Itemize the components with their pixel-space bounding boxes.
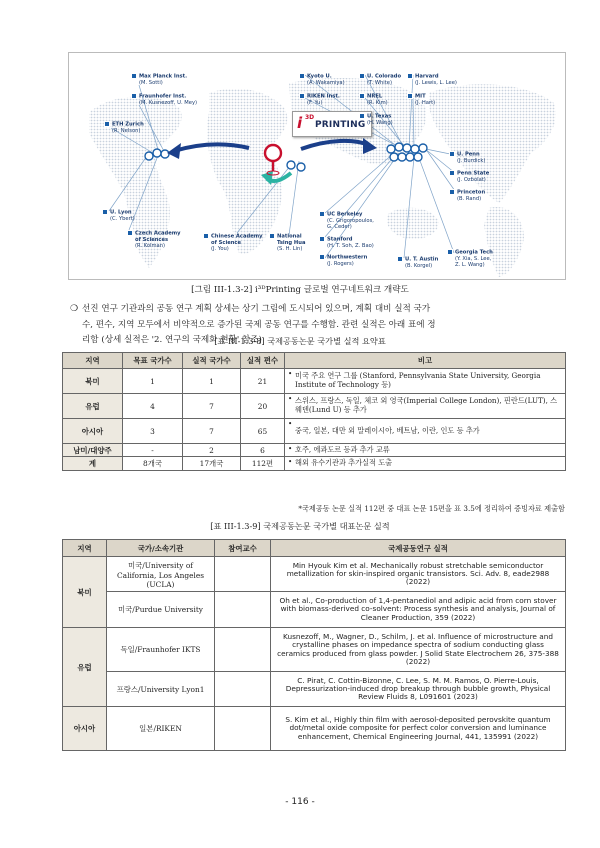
region-cell: 북미 bbox=[63, 557, 107, 628]
institution-person: (Y. Xia, S. Lee, bbox=[455, 255, 492, 262]
institution-name: Harvard bbox=[415, 73, 439, 80]
column-header: 지역 bbox=[63, 540, 107, 557]
table-row bbox=[63, 672, 566, 707]
institution-name: Max Planck Inst. bbox=[139, 73, 188, 80]
marker-icon bbox=[269, 233, 275, 239]
institution-label bbox=[299, 93, 340, 106]
institution-name: Princeton bbox=[457, 189, 486, 196]
institution-person: (S. H. Lin) bbox=[277, 246, 303, 253]
professor-cell bbox=[215, 592, 271, 628]
column-header: 국가/소속기관 bbox=[107, 540, 215, 557]
table-row bbox=[63, 628, 566, 672]
table-row bbox=[63, 557, 566, 592]
table-row bbox=[63, 369, 566, 394]
institution-label bbox=[447, 249, 493, 269]
professor-cell bbox=[215, 557, 271, 592]
institution-name: National bbox=[277, 233, 302, 240]
institution-person: (B. Korgel) bbox=[405, 262, 433, 269]
marker-icon bbox=[319, 211, 325, 217]
marker-icon bbox=[127, 230, 133, 236]
institution-label bbox=[359, 73, 401, 86]
institution-person: (M. Sotti) bbox=[139, 79, 163, 86]
institution-name: U. Lyon bbox=[110, 209, 132, 216]
paragraph-line: 수, 편수, 지역 모두에서 비약적으로 증가된 국제 공동 연구를 수행함. 관련 실적은 아래 표에 정 bbox=[82, 319, 436, 330]
table-total-row bbox=[63, 457, 566, 471]
continent-oceania bbox=[387, 208, 439, 239]
table1-caption: [표 III-1.3-8] 국제공동논문 국가별 실적 요약표 bbox=[214, 336, 386, 346]
marker-icon bbox=[359, 93, 365, 99]
affiliation-cell: 프랑스/University Lyon1 bbox=[107, 672, 215, 707]
institution-person: (C. Grigoropoulos, bbox=[327, 217, 374, 224]
institution-label bbox=[102, 209, 135, 222]
institution-name: Kyoto U. bbox=[307, 73, 332, 80]
institution-label bbox=[299, 73, 345, 86]
papers-cell: 6 bbox=[241, 444, 285, 457]
institution-label bbox=[449, 151, 485, 164]
institution-label bbox=[127, 230, 181, 250]
institution-name: U. Texas bbox=[367, 113, 392, 120]
institution-person: (M. Kusnezoff, U. Mey) bbox=[139, 99, 198, 106]
target-cell: 8개국 bbox=[123, 457, 183, 471]
institution-person: (J. Rogers) bbox=[327, 260, 354, 267]
institution-person: (T. White) bbox=[367, 79, 392, 86]
institution-person: (J. Lewis, L. Lee) bbox=[415, 79, 457, 86]
paragraph-line: 리함 (상세 실적은 '2. 연구의 국제화 현황' 참조) bbox=[82, 335, 262, 345]
institution-label bbox=[319, 236, 374, 249]
institution-name: U. Colorado bbox=[367, 73, 402, 80]
marker-icon bbox=[131, 73, 137, 79]
table-header-row bbox=[63, 540, 566, 557]
institution-name: Fraunhofer Inst. bbox=[139, 93, 187, 100]
note-cell: • 해외 유수기관과 추가실적 도출 bbox=[285, 457, 566, 471]
actual-cell: 7 bbox=[183, 419, 241, 444]
institution-name: NREL bbox=[367, 93, 383, 100]
institution-label bbox=[319, 254, 367, 267]
paragraph-line: 선진 연구 기관과의 공동 연구 계획 상세는 상기 그림에 도시되어 있으며, 계획 대비 실적 국가 bbox=[82, 304, 431, 314]
institution-person: (J. You) bbox=[211, 246, 229, 253]
marker-icon bbox=[449, 170, 455, 176]
marker-icon bbox=[359, 113, 365, 119]
marker-icon bbox=[203, 233, 209, 239]
marker-icon bbox=[359, 73, 365, 79]
circle-bullet-icon: ❍ bbox=[70, 304, 79, 314]
papers-cell: 65 bbox=[241, 419, 285, 444]
region-cell: 남미/대양주 bbox=[63, 444, 123, 457]
institution-label bbox=[131, 93, 197, 106]
paper-cell: Min Hyouk Kim et al. Mechanically robust stretchable semiconductor metallization for skin-inspired organic transistors. Sci. Adv. 8, eade2988 (2022) bbox=[271, 557, 566, 592]
marker-icon bbox=[102, 209, 108, 215]
table1-footnote: *국제공동 논문 실적 112편 중 대표 논문 15편을 표 3.5에 정리하여 증빙자료 제출함 bbox=[298, 504, 565, 513]
institution-label bbox=[449, 170, 489, 183]
target-cell: 1 bbox=[123, 369, 183, 394]
professor-cell bbox=[215, 707, 271, 751]
target-cell: - bbox=[123, 444, 183, 457]
institution-person: (J. Ozbolat) bbox=[457, 176, 486, 183]
institution-label bbox=[269, 233, 305, 253]
institution-person: (C. Ybert) bbox=[110, 215, 135, 222]
region-cell: 유럽 bbox=[63, 394, 123, 419]
institution-label bbox=[397, 256, 438, 269]
column-header: 비고 bbox=[285, 353, 566, 369]
region-cell: 북미 bbox=[63, 369, 123, 394]
institution-name: Penn State bbox=[457, 170, 490, 177]
target-cell: 4 bbox=[123, 394, 183, 419]
paper-cell: Kusnezoff, M., Wagner, D., Schilm, J. et al. Influence of microstructure and crystalline phases on impedance spectra of sodium conducting glass ceramics produced from glass powder. J Solid State Electrochem 26, 375-388 (2022) bbox=[271, 628, 566, 672]
institution-label bbox=[359, 113, 393, 126]
institution-name: Czech Academy bbox=[135, 230, 181, 237]
table-row bbox=[63, 394, 566, 419]
institution-label bbox=[104, 121, 144, 134]
institution-name-line2: of Science bbox=[211, 239, 242, 246]
actual-cell: 2 bbox=[183, 444, 241, 457]
note-cell: • 중국, 일본, 대만 외 말레이시아, 베트남, 이란, 인도 등 추가 bbox=[285, 419, 566, 444]
logo-superscript: 3D bbox=[305, 114, 315, 121]
paper-cell: Oh et al., Co-production of 1,4-pentanediol and adipic acid from corn stover with biomass-derived co-solvent: Process synthesis and analysis, Journal of Cleaner Production, 359 (2022) bbox=[271, 592, 566, 628]
institution-person: (R. Nelson) bbox=[112, 127, 141, 134]
institution-person-line2: G. Ceder) bbox=[327, 224, 352, 231]
page-number: - 116 - bbox=[285, 797, 315, 807]
marker-icon bbox=[104, 121, 110, 127]
global-network-figure bbox=[68, 52, 566, 280]
note-cell: • 미국 주요 연구 그룹 (Stanford, Pennsylvania State University, Georgia Institute of Technology 등) bbox=[285, 369, 566, 394]
region-cell: 아시아 bbox=[63, 707, 107, 751]
institution-label bbox=[359, 93, 388, 106]
table2-caption: [표 III-1.3-9] 국제공동논문 국가별 대표논문 실적 bbox=[210, 521, 390, 531]
marker-icon bbox=[299, 93, 305, 99]
institution-name: RIKEN Inst. bbox=[307, 93, 340, 100]
institution-name-line2: Tsing Hua bbox=[277, 239, 306, 246]
table-row bbox=[63, 592, 566, 628]
institution-person: (H. Wang) bbox=[367, 119, 393, 126]
region-cell: 아시아 bbox=[63, 419, 123, 444]
institution-label bbox=[407, 93, 435, 106]
marker-icon bbox=[131, 93, 137, 99]
institution-name: Northwestern bbox=[327, 254, 368, 261]
marker-icon bbox=[397, 256, 403, 262]
institution-name: U. Penn bbox=[457, 151, 480, 158]
institution-label bbox=[131, 73, 187, 86]
actual-cell: 17개국 bbox=[183, 457, 241, 471]
table-row bbox=[63, 707, 566, 751]
institution-name-line2: of Sciences bbox=[135, 236, 169, 243]
papers-cell: 21 bbox=[241, 369, 285, 394]
note-cell: • 스위스, 프랑스, 독일, 체코 외 영국(Imperial College London), 핀란드(LUT), 스웨덴(Lund U) 등 추가 bbox=[285, 394, 566, 419]
affiliation-cell: 미국/Purdue University bbox=[107, 592, 215, 628]
region-cell: 계 bbox=[63, 457, 123, 471]
institution-name: Stanford bbox=[327, 236, 353, 243]
institution-person: (H. T. Soh, Z. Bao) bbox=[327, 242, 374, 249]
marker-icon bbox=[319, 254, 325, 260]
table-row bbox=[63, 419, 566, 444]
region-cell: 유럽 bbox=[63, 628, 107, 707]
institution-name: Georgia Tech bbox=[455, 249, 493, 256]
affiliation-cell: 독일/Fraunhofer IKTS bbox=[107, 628, 215, 672]
institution-label bbox=[449, 189, 485, 202]
representative-papers-table bbox=[62, 539, 566, 751]
column-header: 실적 국가수 bbox=[183, 353, 241, 369]
affiliation-cell: 미국/University of California, Los Angeles (UCLA) bbox=[107, 557, 215, 592]
logo-letter: i bbox=[297, 114, 303, 132]
institution-person: (A. Wakamiya) bbox=[307, 79, 345, 86]
institution-label bbox=[203, 233, 263, 253]
target-cell: 3 bbox=[123, 419, 183, 444]
marker-icon bbox=[449, 151, 455, 157]
column-header: 실적 편수 bbox=[241, 353, 285, 369]
institution-label bbox=[319, 211, 374, 231]
paper-cell: C. Pirat, C. Cottin-Bizonne, C. Lee, S. M. M. Ramos, O. Pierre-Louis, Depressurization-induced drop breakup through bubble growth, Physical Review Fluids 8, L091601 (2023) bbox=[271, 672, 566, 707]
institution-name: Chinese Academy bbox=[211, 233, 263, 240]
institution-label bbox=[407, 73, 457, 86]
table-row bbox=[63, 444, 566, 457]
professor-cell bbox=[215, 672, 271, 707]
column-header: 목표 국가수 bbox=[123, 353, 183, 369]
marker-icon bbox=[319, 236, 325, 242]
paper-cell: S. Kim et al., Highly thin film with aerosol-deposited perovskite quantum dot/metal oxide composite for perfect color conversion and luminance enhancement, Chemical Engineering Journal, 441, 135991 (2022) bbox=[271, 707, 566, 751]
country-summary-table bbox=[62, 352, 566, 471]
figure-caption: [그림 III-1.3-2] i³ᴰPrinting 글로벌 연구네트워크 개략도 bbox=[191, 285, 409, 295]
marker-icon bbox=[407, 93, 413, 99]
papers-cell: 20 bbox=[241, 394, 285, 419]
column-header: 국제공동연구 실적 bbox=[271, 540, 566, 557]
marker-icon bbox=[447, 249, 453, 255]
actual-cell: 1 bbox=[183, 369, 241, 394]
marker-icon bbox=[407, 73, 413, 79]
institution-person-line2: Z. L. Wang) bbox=[455, 262, 485, 269]
logo-text: PRINTING bbox=[315, 120, 366, 130]
institution-person: (J. Hart) bbox=[415, 99, 436, 106]
institution-person: (F. Yu) bbox=[307, 99, 323, 106]
institution-name: U. T. Austin bbox=[405, 256, 439, 263]
actual-cell: 7 bbox=[183, 394, 241, 419]
note-cell: • 호주, 에콰도르 등과 추가 교류 bbox=[285, 444, 566, 457]
professor-cell bbox=[215, 628, 271, 672]
column-header: 참여교수 bbox=[215, 540, 271, 557]
institution-name: ETH Zurich bbox=[112, 121, 144, 128]
table-header-row bbox=[63, 353, 566, 369]
institution-person: (J. Burdick) bbox=[457, 157, 486, 164]
institution-name: MIT bbox=[415, 93, 426, 100]
continent-north-america bbox=[429, 84, 556, 203]
marker-icon bbox=[449, 189, 455, 195]
marker-icon bbox=[299, 73, 305, 79]
column-header: 지역 bbox=[63, 353, 123, 369]
institution-person: (R. Kolman) bbox=[135, 243, 166, 250]
institution-person: (R. Kim) bbox=[367, 99, 388, 106]
institution-person: (B. Rand) bbox=[457, 195, 482, 202]
institution-name: UC Berkeley bbox=[327, 211, 363, 218]
papers-cell: 112편 bbox=[241, 457, 285, 471]
affiliation-cell: 일본/RIKEN bbox=[107, 707, 215, 751]
